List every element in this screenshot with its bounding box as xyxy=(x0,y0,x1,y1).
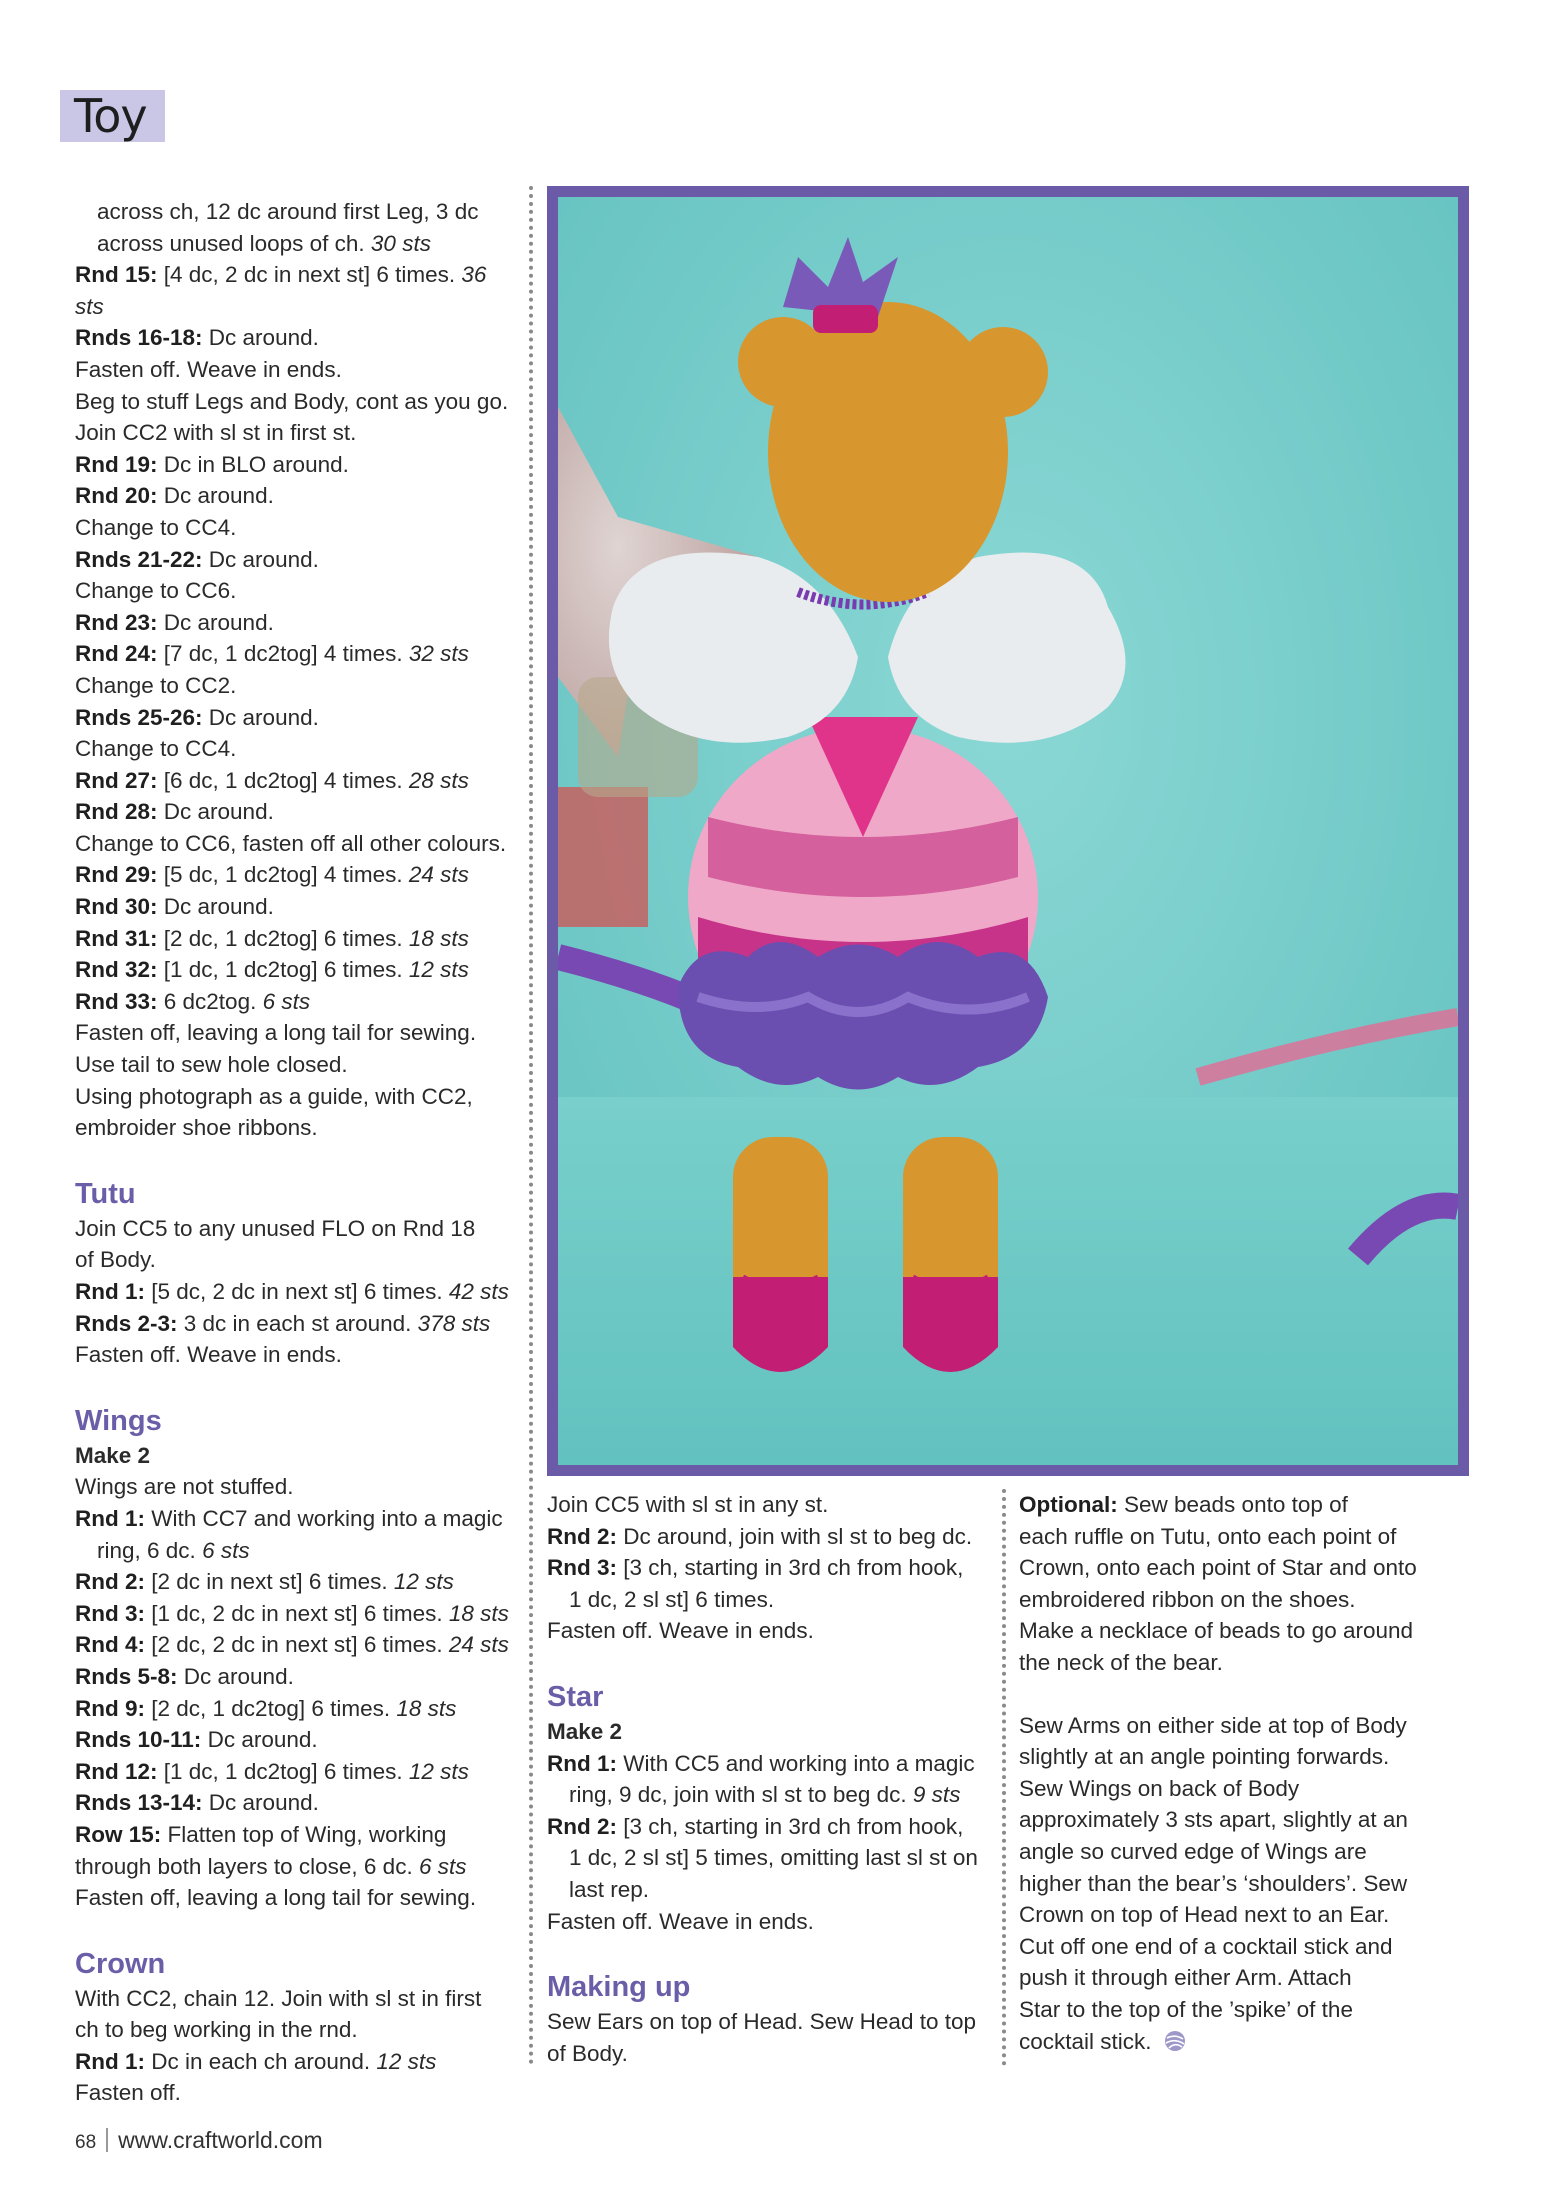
text-line: of Body. xyxy=(547,2040,628,2066)
text-line: the neck of the bear. xyxy=(1019,1649,1223,1675)
text-line: through both layers to close, 6 dc. 6 sts xyxy=(75,1853,467,1879)
bear-photo xyxy=(558,197,1458,1465)
make-count: Make 2 xyxy=(75,1442,151,1468)
crown-round-2: Rnd 2: Dc around, join with sl st to beg dc. xyxy=(547,1523,973,1549)
text-line: across unused loops of ch. 30 sts xyxy=(97,230,431,256)
round-27: Rnd 27: [6 dc, 1 dc2tog] 4 times. 28 sts xyxy=(75,767,469,793)
text-line: embroidered ribbon on the shoes. xyxy=(1019,1586,1356,1612)
text-line: Crown on top of Head next to an Ear. xyxy=(1019,1902,1390,1928)
column-3 xyxy=(1019,1489,1459,2057)
heading-wings: Wings xyxy=(75,1404,162,1437)
text-line: Join CC2 with sl st in first st. xyxy=(75,420,357,446)
wings-rounds-13-14: Rnds 13-14: Dc around. xyxy=(75,1790,319,1816)
make-count: Make 2 xyxy=(547,1718,623,1744)
text-line: Fasten off, leaving a long tail for sewing. xyxy=(75,1020,477,1046)
round-29: Rnd 29: [5 dc, 1 dc2tog] 4 times. 24 sts xyxy=(75,862,469,888)
wings-round-4: Rnd 4: [2 dc, 2 dc in next st] 6 times. 24 sts xyxy=(75,1632,509,1658)
text-line: Using photograph as a guide, with CC2, xyxy=(75,1083,473,1109)
text-line: Star to the top of the ’spike’ of the xyxy=(1019,1996,1353,2022)
wings-row-15: Row 15: Flatten top of Wing, working xyxy=(75,1821,447,1847)
text-line: Fasten off, leaving a long tail for sewing. xyxy=(75,1885,477,1911)
text-line: push it through either Arm. Attach xyxy=(1019,1965,1352,1991)
column-divider xyxy=(1002,1489,1006,2066)
wings-round-2: Rnd 2: [2 dc in next st] 6 times. 12 sts xyxy=(75,1569,454,1595)
text-line: Cut off one end of a cocktail stick and xyxy=(1019,1933,1393,1959)
tutu-rounds-2-3: Rnds 2-3: 3 dc in each st around. 378 sts xyxy=(75,1310,491,1336)
round-15: Rnd 15: [4 dc, 2 dc in next st] 6 times. 36 sts xyxy=(75,262,487,319)
text-line: ring, 9 dc, join with sl st to beg dc. 9 sts xyxy=(569,1782,961,1808)
text-line: ring, 6 dc. 6 sts xyxy=(97,1537,250,1563)
text-line: Change to CC6, fasten off all other colours. xyxy=(75,830,507,856)
crown-round-3: Rnd 3: [3 ch, starting in 3rd ch from hook, xyxy=(547,1555,964,1581)
column-1 xyxy=(75,196,515,2109)
round-31: Rnd 31: [2 dc, 1 dc2tog] 6 times. 18 sts xyxy=(75,925,469,951)
photo-frame xyxy=(547,186,1469,1476)
text-line: slightly at an angle pointing forwards. xyxy=(1019,1744,1390,1770)
page-number: 68 xyxy=(75,2132,97,2153)
heading-crown: Crown xyxy=(75,1947,166,1980)
round-23: Rnd 23: Dc around. xyxy=(75,609,274,635)
wings-round-12: Rnd 12: [1 dc, 1 dc2tog] 6 times. 12 sts xyxy=(75,1758,469,1784)
star-round-1: Rnd 1: With CC5 and working into a magic xyxy=(547,1750,975,1776)
wings-round-3: Rnd 3: [1 dc, 2 dc in next st] 6 times. 18 sts xyxy=(75,1600,509,1626)
text-line: higher than the bear’s ‘shoulders’. Sew xyxy=(1019,1870,1408,1896)
rounds-25-26: Rnds 25-26: Dc around. xyxy=(75,704,319,730)
text-line: Sew Ears on top of Head. Sew Head to top xyxy=(547,2009,977,2035)
round-30: Rnd 30: Dc around. xyxy=(75,894,274,920)
text-line: Make a necklace of beads to go around xyxy=(1019,1618,1414,1644)
heading-making-up: Making up xyxy=(547,1971,691,2004)
text-line: With CC2, chain 12. Join with sl st in first xyxy=(75,1985,482,2011)
text-line: Use tail to sew hole closed. xyxy=(75,1052,348,1078)
rounds-21-22: Rnds 21-22: Dc around. xyxy=(75,546,319,572)
text-line: cocktail stick. xyxy=(1019,2026,1459,2058)
text-line: embroider shoe ribbons. xyxy=(75,1115,318,1141)
text-line: 1 dc, 2 sl st] 6 times. xyxy=(569,1586,775,1612)
yarn-ball-icon xyxy=(1164,2030,1186,2052)
tutu-round-1: Rnd 1: [5 dc, 2 dc in next st] 6 times. 42 sts xyxy=(75,1279,509,1304)
text-line: 1 dc, 2 sl st] 5 times, omitting last sl st on xyxy=(569,1845,978,1871)
crown-round-1: Rnd 1: Dc in each ch around. 12 sts xyxy=(75,2048,437,2074)
text-line: Fasten off. Weave in ends. xyxy=(547,1618,814,1644)
text-line: Fasten off. Weave in ends. xyxy=(75,1342,342,1368)
wings-rounds-5-8: Rnds 5-8: Dc around. xyxy=(75,1663,294,1689)
text-line: Crown, onto each point of Star and onto xyxy=(1019,1555,1417,1581)
wings-round-1: Rnd 1: With CC7 and working into a magic xyxy=(75,1505,503,1531)
text-line: Fasten off. xyxy=(75,2080,181,2106)
text-line: Join CC5 with sl st in any st. xyxy=(547,1492,829,1517)
text-line: across ch, 12 dc around first Leg, 3 dc xyxy=(97,199,479,224)
heading-tutu: Tutu xyxy=(75,1177,136,1210)
text-line: Sew Wings on back of Body xyxy=(1019,1775,1300,1801)
round-28: Rnd 28: Dc around. xyxy=(75,799,274,825)
star-round-2: Rnd 2: [3 ch, starting in 3rd ch from hook, xyxy=(547,1813,964,1839)
text-line: Change to CC4. xyxy=(75,514,237,540)
round-32: Rnd 32: [1 dc, 1 dc2tog] 6 times. 12 sts xyxy=(75,957,469,983)
round-20: Rnd 20: Dc around. xyxy=(75,483,274,509)
text-line: Wings are not stuffed. xyxy=(75,1474,294,1500)
heading-star: Star xyxy=(547,1680,604,1713)
text-line: last rep. xyxy=(569,1876,650,1902)
text-line: Beg to stuff Legs and Body, cont as you go. xyxy=(75,388,509,414)
round-19: Rnd 19: Dc in BLO around. xyxy=(75,451,349,477)
text-line: ch to beg working in the rnd. xyxy=(75,2017,358,2043)
text-line: Change to CC4. xyxy=(75,736,237,762)
text-line: Join CC5 to any unused FLO on Rnd 18 xyxy=(75,1215,476,1241)
text-line: Change to CC2. xyxy=(75,672,237,698)
text-line: angle so curved edge of Wings are xyxy=(1019,1838,1367,1864)
text-line: Fasten off. Weave in ends. xyxy=(75,356,342,382)
text-line: Sew Arms on either side at top of Body xyxy=(1019,1712,1407,1738)
text-line: each ruffle on Tutu, onto each point of xyxy=(1019,1523,1397,1549)
wings-round-9: Rnd 9: [2 dc, 1 dc2tog] 6 times. 18 sts xyxy=(75,1695,457,1721)
wings-rounds-10-11: Rnds 10-11: Dc around. xyxy=(75,1727,318,1753)
round-24: Rnd 24: [7 dc, 1 dc2tog] 4 times. 32 sts xyxy=(75,641,469,667)
optional-note: Optional: Sew beads onto top of xyxy=(1019,1492,1348,1517)
text-line: of Body. xyxy=(75,1247,156,1273)
rounds-16-18: Rnds 16-18: Dc around. xyxy=(75,325,319,351)
section-tag: Toy xyxy=(60,90,165,142)
column-2 xyxy=(547,1489,987,2069)
column-divider xyxy=(529,186,533,2066)
text-line: Change to CC6. xyxy=(75,578,237,604)
round-33: Rnd 33: 6 dc2tog. 6 sts xyxy=(75,988,311,1014)
page-footer xyxy=(75,2127,323,2154)
text-line: Fasten off. Weave in ends. xyxy=(547,1908,814,1934)
text-line: approximately 3 sts apart, slightly at an xyxy=(1019,1807,1408,1833)
website-link[interactable]: www.craftworld.com xyxy=(118,2127,323,2153)
